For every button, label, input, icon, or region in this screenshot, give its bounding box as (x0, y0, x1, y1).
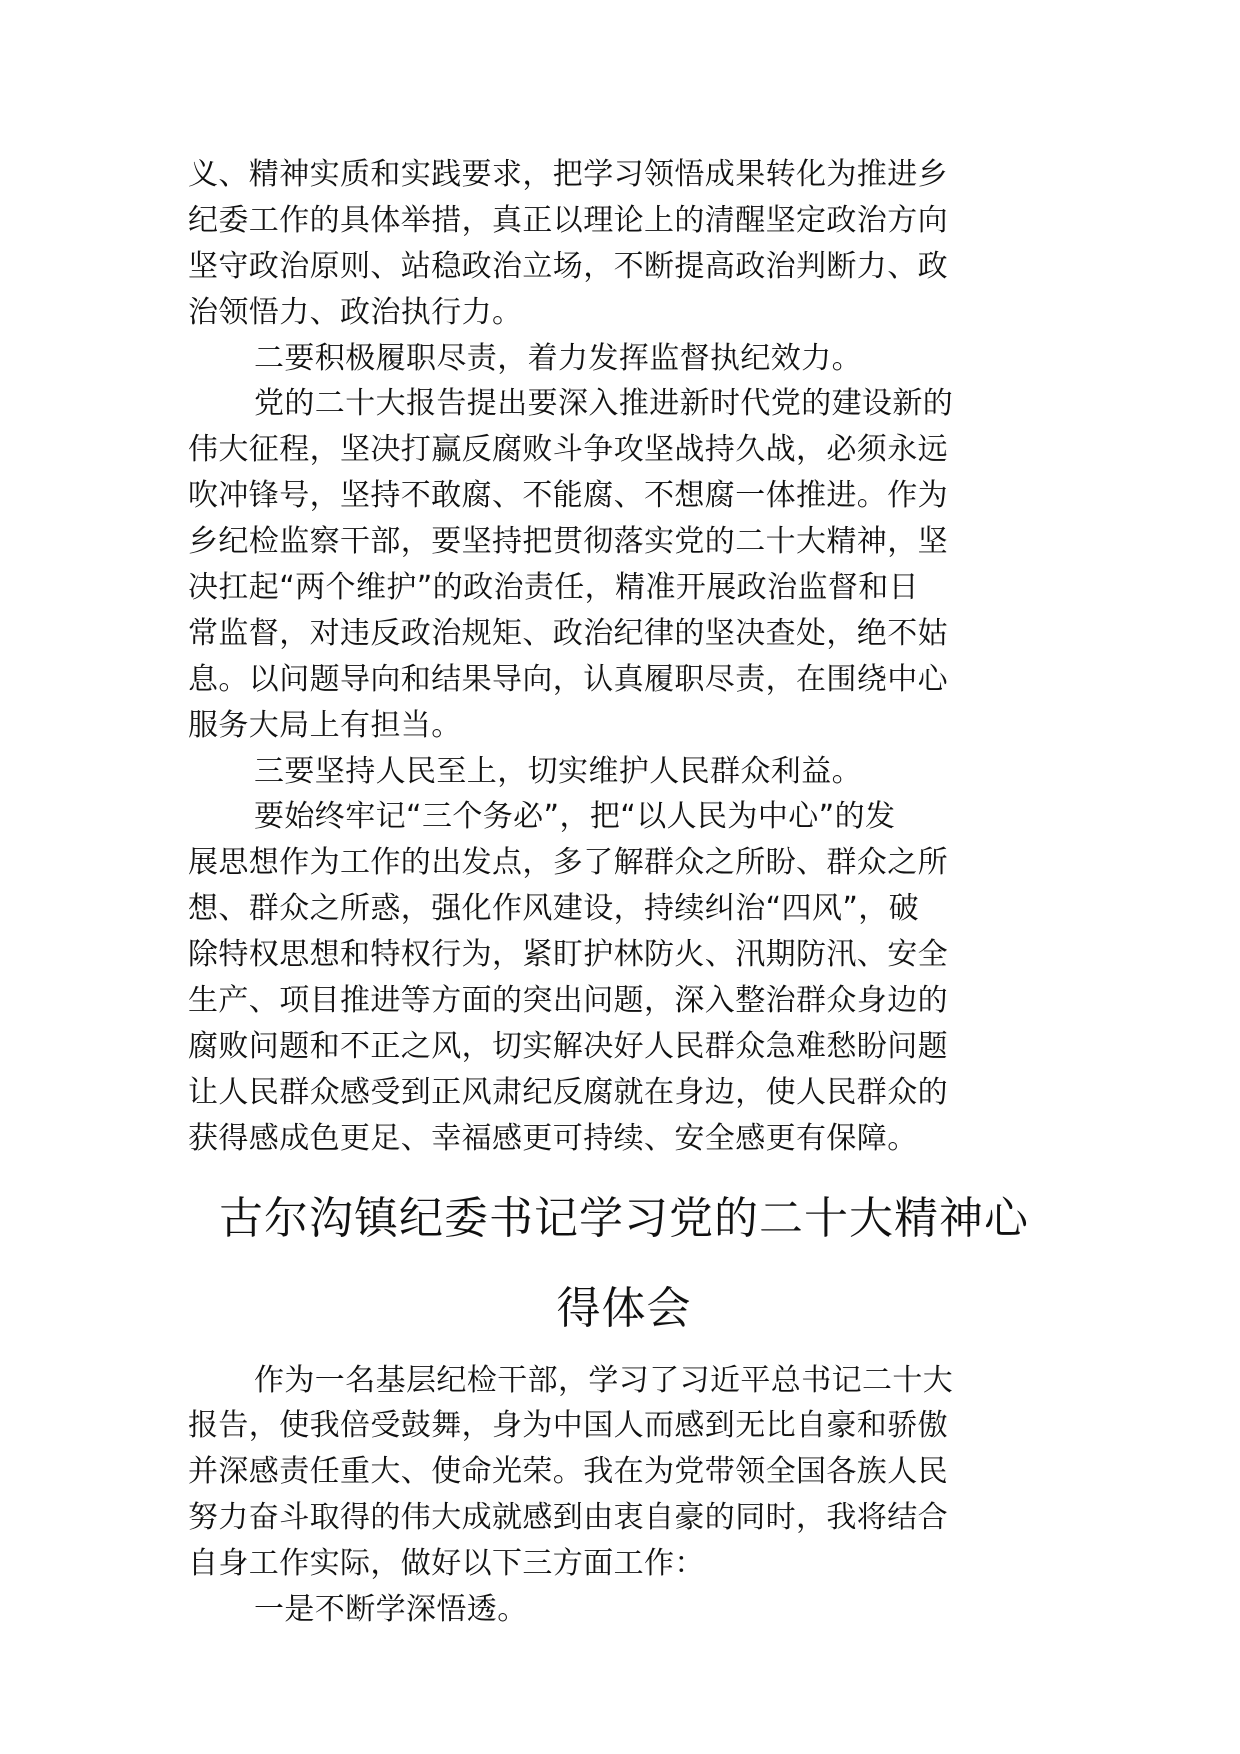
text-line: 乡纪检监察干部，要坚持把贯彻落实党的二十大精神，坚 (188, 524, 948, 560)
text-line: 坚守政治原则、站稳政治立场，不断提高政治判断力、政 (188, 248, 948, 284)
text-line: 常监督，对违反政治规矩、政治纪律的坚决查处，绝不姑 (188, 615, 948, 651)
text-line: 作为一名基层纪检干部，学习了习近平总书记二十大 (254, 1362, 954, 1398)
text-line: 义、精神实质和实践要求，把学习领悟成果转化为推进乡 (188, 157, 948, 192)
text-line: 息。以问题导向和结果导向，认真履职尽责，在围绕中心 (188, 661, 948, 697)
text-line: 努力奋斗取得的伟大成就感到由衷自豪的同时，我将结合 (188, 1500, 948, 1536)
text-line: 党的二十大报告提出要深入推进新时代党的建设新的 (254, 386, 954, 422)
text-line: 要始终牢记“三个务必”，把“以人民为中心”的发 (254, 799, 896, 835)
text-line: 展思想作为工作的出发点，多了解群众之所盼、群众之所 (188, 845, 948, 881)
paragraph-supervision (188, 381, 1060, 748)
text-line: 吹冲锋号，坚持不敢腐、不能腐、不想腐一体推进。作为 (188, 478, 948, 514)
text-line: 让人民群众感受到正风肃纪反腐就在身边，使人民群众的 (188, 1074, 948, 1110)
text-line: 生产、项目推进等方面的突出问题，深入整治群众身边的 (188, 983, 948, 1019)
point-one-heading: 一是不断学深悟透。 (254, 1592, 528, 1628)
text-line: 除特权思想和特权行为，紧盯护林防火、汛期防汛、安全 (188, 937, 948, 973)
text-line: 想、群众之所惑，强化作风建设，持续纠治“四风”，破 (188, 891, 920, 927)
text-line: 服务大局上有担当。 (188, 707, 462, 743)
text-line: 决扛起“两个维护”的政治责任，精准开展政治监督和日 (188, 570, 920, 606)
article-title-line: 得体会 (556, 1282, 692, 1334)
text-line: 纪委工作的具体举措，真正以理论上的清醒坚定政治方向 (188, 202, 948, 238)
text-line: 腐败问题和不正之风，切实解决好人民群众急难愁盼问题 (188, 1028, 948, 1064)
point-three-heading: 三要坚持人民至上，切实维护人民群众利益。 (254, 753, 862, 789)
text-line: 并深感责任重大、使命光荣。我在为党带领全国各族人民 (188, 1454, 948, 1490)
point-two-heading: 二要积极履职尽责，着力发挥监督执纪效力。 (254, 340, 862, 376)
document-body (188, 152, 1060, 1633)
article-title-line: 古尔沟镇纪委书记学习党的二十大精神心 (219, 1192, 1029, 1244)
text-line: 治领悟力、政治执行力。 (188, 294, 523, 330)
article-title (188, 1174, 1060, 1354)
text-line: 伟大征程，坚决打赢反腐败斗争攻坚战持久战，必须永远 (188, 432, 948, 468)
paragraph-people-first (188, 794, 1060, 1161)
text-line: 自身工作实际，做好以下三方面工作： (188, 1546, 705, 1582)
text-line: 报告，使我倍受鼓舞，身为中国人而感到无比自豪和骄傲 (188, 1408, 948, 1444)
paragraph-intro (188, 1358, 1060, 1587)
text-line: 获得感成色更足、幸福感更可持续、安全感更有保障。 (188, 1120, 918, 1156)
paragraph-political-direction (188, 152, 1060, 336)
